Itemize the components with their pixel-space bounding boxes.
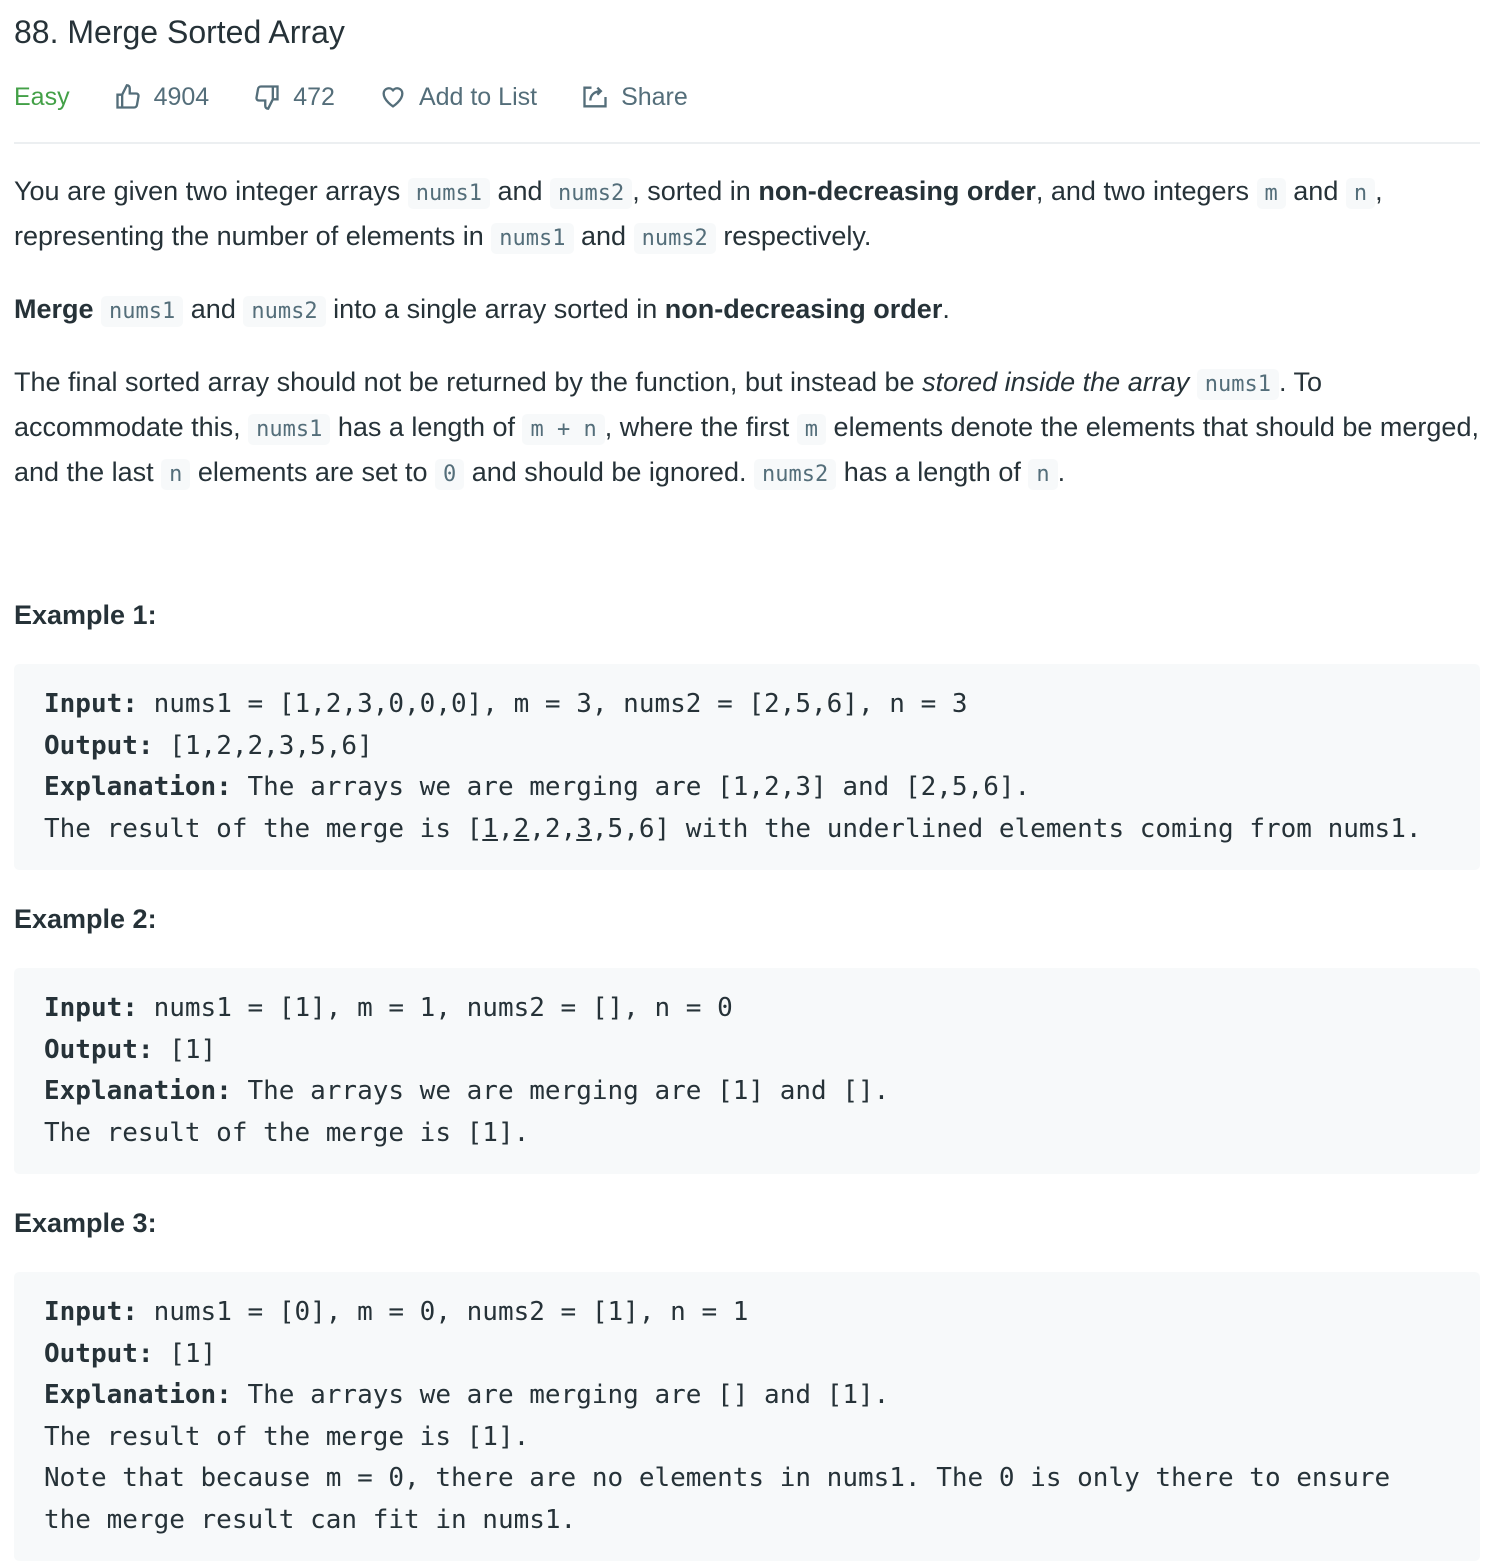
- examples-section: [14, 594, 1480, 1561]
- bold-text: Output:: [44, 1338, 154, 1369]
- example-line: [44, 1292, 1450, 1334]
- example-line: [44, 767, 1450, 809]
- text: nums1 = [1,2,3,0,0,0], m = 3, nums2 = [2,5,6], n = 3: [137, 689, 968, 719]
- text: and: [183, 294, 244, 324]
- text: [1]: [153, 1034, 217, 1065]
- inline-code: nums1: [408, 178, 490, 209]
- paragraph: [14, 288, 1480, 333]
- add-to-list-label: Add to List: [418, 82, 538, 111]
- text: the merge result can fit in nums1.: [44, 1504, 577, 1535]
- example-line: [44, 1334, 1450, 1376]
- bold-text: Output:: [44, 1034, 154, 1065]
- text: nums1 = [1], m = 1, nums2 = [], n = 0: [137, 993, 733, 1023]
- paragraph: [14, 361, 1480, 496]
- text: The arrays we are merging are [] and [1].: [231, 1380, 890, 1410]
- add-to-list-button[interactable]: [379, 83, 537, 112]
- inline-code: nums1: [101, 296, 183, 327]
- text: .: [942, 294, 950, 324]
- underlined-text: 1: [482, 813, 498, 844]
- example-line: [44, 1071, 1450, 1113]
- divider: [14, 142, 1480, 144]
- text: The final sorted array should not be returned by the function, but instead be: [14, 367, 923, 397]
- underlined-text: 2: [513, 813, 530, 844]
- example-code-block: [14, 664, 1480, 870]
- text: elements denote the elements that should be merged, and the last: [14, 412, 1479, 487]
- text: and: [1285, 176, 1346, 206]
- text: respectively.: [715, 221, 872, 251]
- text: .: [1057, 457, 1066, 487]
- inline-code: m: [1257, 178, 1286, 209]
- example-heading: Example 2:: [14, 904, 157, 934]
- text: The arrays we are merging are [1] and [].: [231, 1076, 890, 1106]
- thumbs-down-icon: [253, 83, 281, 111]
- bold-text: Input:: [44, 1297, 138, 1327]
- inline-code: n: [161, 459, 190, 490]
- inline-code: m + n: [522, 414, 604, 445]
- like-count: 4904: [153, 82, 210, 111]
- like-button[interactable]: [114, 83, 210, 112]
- inline-code: m: [797, 414, 826, 445]
- problem-statement: [14, 170, 1480, 496]
- example-code-block: [14, 1272, 1480, 1561]
- heart-icon: [379, 83, 407, 111]
- text: [1,2,2,3,5,6]: [153, 730, 373, 761]
- example-line: [44, 1500, 1450, 1542]
- problem-meta-bar: [14, 72, 1480, 122]
- example-line: [44, 726, 1450, 768]
- example-line: [44, 1030, 1450, 1072]
- text: The arrays we are merging are [1,2,3] and [2,5,6].: [231, 772, 1031, 802]
- text: [1]: [153, 1338, 217, 1369]
- inline-code: nums2: [550, 178, 632, 209]
- text: elements are set to: [190, 457, 435, 487]
- thumbs-up-icon: [114, 83, 142, 111]
- example-code-block: [14, 968, 1480, 1174]
- inline-code: nums2: [243, 296, 325, 327]
- text: ,2,: [529, 813, 577, 844]
- bold-text: non-decreasing order: [664, 294, 943, 324]
- text: , sorted in: [632, 176, 759, 206]
- text: The result of the merge is [: [44, 813, 483, 844]
- paragraph: [14, 170, 1480, 260]
- text: has a length of: [330, 412, 523, 442]
- problem-title: 88. Merge Sorted Array: [14, 14, 345, 50]
- text: , representing the number of elements in: [14, 176, 1383, 251]
- text: ,5,6] with the underlined elements coming from nums1.: [591, 813, 1422, 844]
- text: You are given two integer arrays: [14, 176, 408, 206]
- example-line: [44, 1375, 1450, 1417]
- inline-code: nums1: [248, 414, 330, 445]
- inline-code: n: [1028, 459, 1057, 490]
- text: , where the first: [604, 412, 797, 442]
- share-icon: [581, 83, 609, 111]
- text: has a length of: [836, 457, 1029, 487]
- text: [94, 294, 102, 324]
- text: . To accommodate this,: [14, 367, 1322, 442]
- bold-text: Explanation:: [44, 1380, 232, 1410]
- bold-text: Merge: [14, 294, 94, 324]
- bold-text: Input:: [44, 993, 138, 1023]
- bold-text: non-decreasing order: [758, 176, 1036, 206]
- italic-text: stored inside the array: [922, 367, 1190, 397]
- bold-text: Explanation:: [44, 772, 232, 802]
- text: ,: [497, 813, 514, 844]
- text: nums1 = [0], m = 0, nums2 = [1], n = 1: [137, 1297, 749, 1327]
- difficulty-badge: Easy: [14, 82, 70, 111]
- text: and: [573, 221, 634, 251]
- example-line: [44, 684, 1450, 726]
- example-heading: Example 1:: [14, 600, 157, 630]
- bold-text: Explanation:: [44, 1076, 232, 1106]
- share-label: Share: [621, 82, 688, 111]
- underlined-text: 3: [576, 813, 592, 844]
- inline-code: 0: [435, 459, 464, 490]
- inline-code: nums2: [754, 459, 836, 490]
- inline-code: nums2: [634, 223, 716, 254]
- text: Note that because m = 0, there are no elements in nums1. The 0 is only there to ensure: [44, 1463, 1391, 1493]
- dislike-count: 472: [293, 82, 335, 111]
- text: , and two integers: [1035, 176, 1257, 206]
- bold-text: Input:: [44, 689, 138, 719]
- example-line: [44, 1113, 1450, 1155]
- text: into a single array sorted in: [325, 294, 665, 324]
- example-line: [44, 1417, 1450, 1459]
- text: The result of the merge is [1].: [44, 1117, 530, 1148]
- inline-code: nums1: [491, 223, 573, 254]
- inline-code: n: [1346, 178, 1375, 209]
- text: [1189, 367, 1197, 397]
- example-line: [44, 1458, 1450, 1500]
- example-line: [44, 809, 1450, 851]
- example-line: [44, 988, 1450, 1030]
- text: and should be ignored.: [464, 457, 754, 487]
- text: and: [489, 176, 551, 206]
- share-button[interactable]: [581, 83, 688, 112]
- bold-text: Output:: [44, 730, 154, 761]
- inline-code: nums1: [1197, 369, 1279, 400]
- example-heading: Example 3:: [14, 1208, 157, 1238]
- text: The result of the merge is [1].: [44, 1421, 530, 1452]
- dislike-button[interactable]: [253, 83, 335, 112]
